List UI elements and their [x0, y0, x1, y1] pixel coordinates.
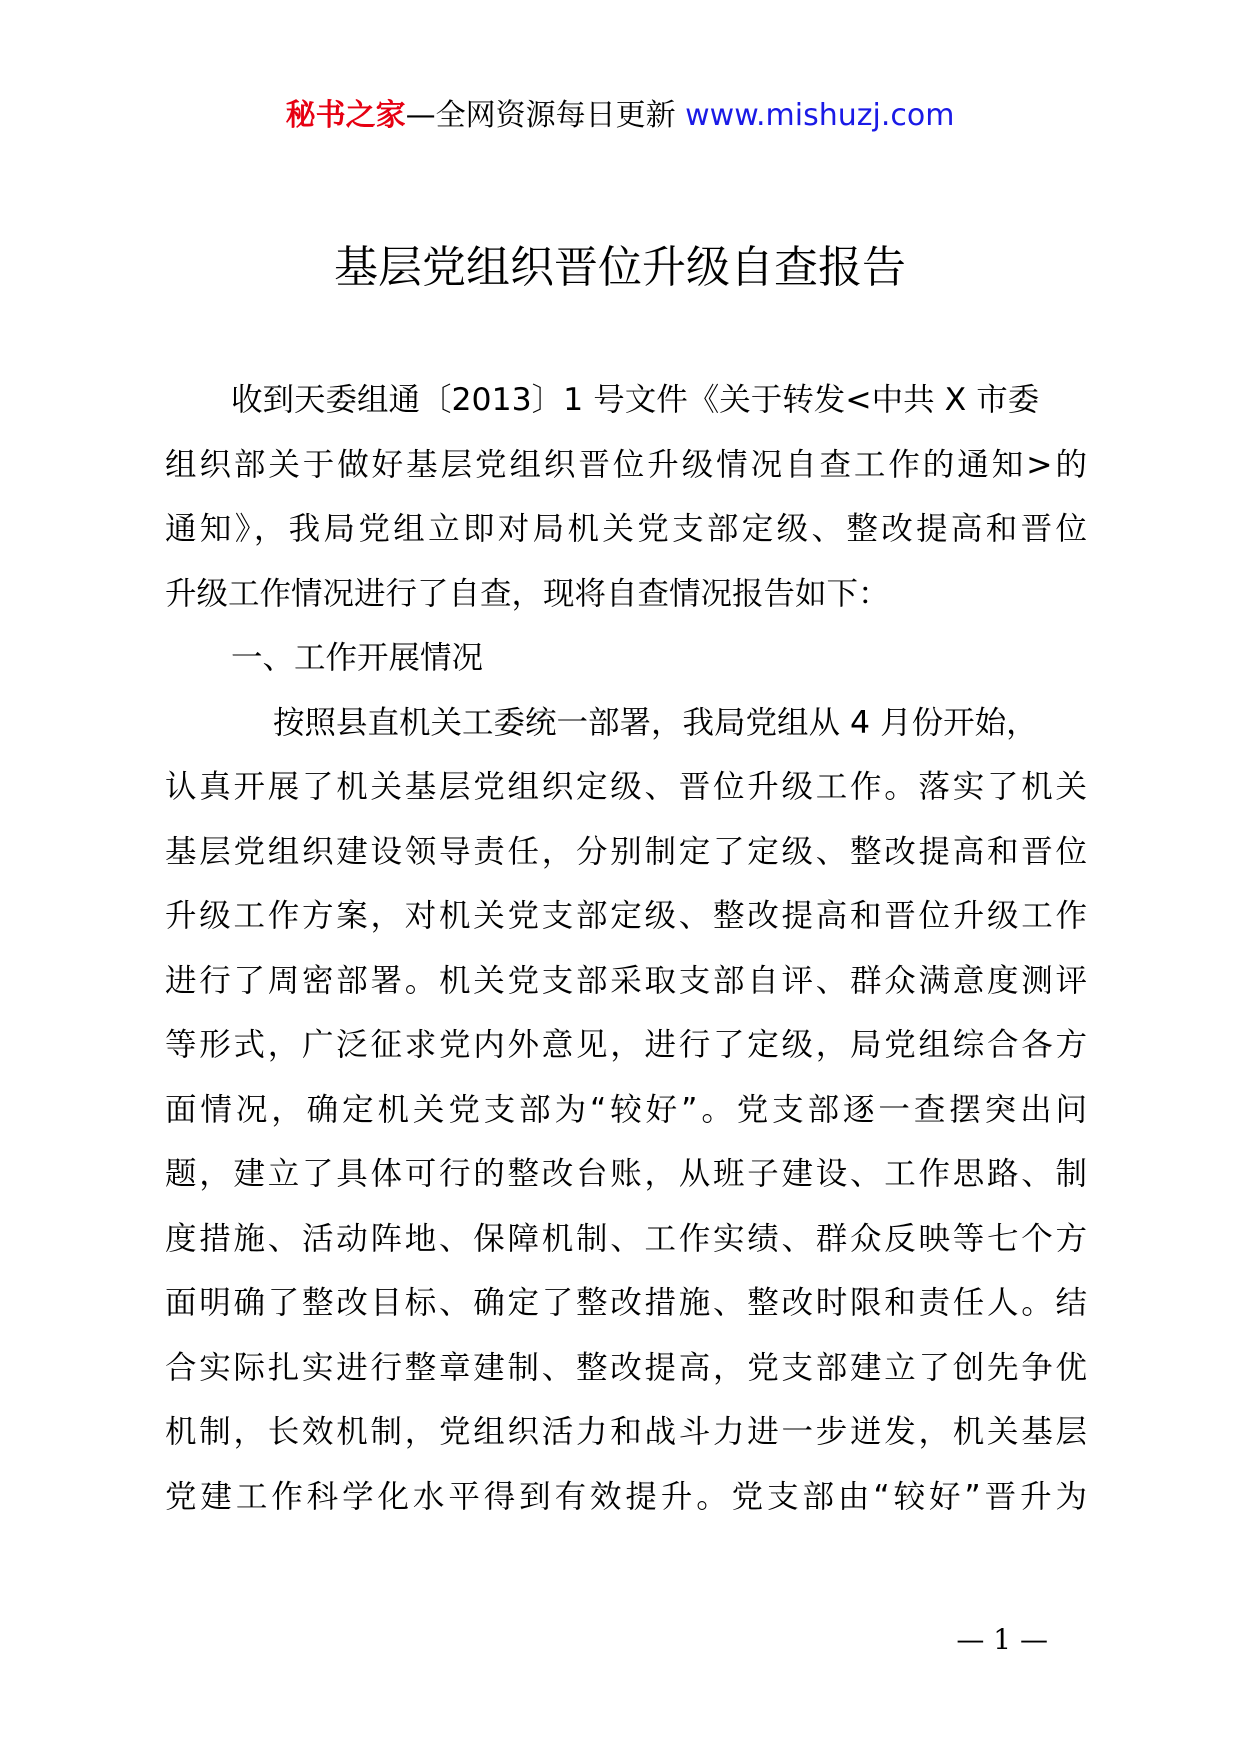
paragraph-line: 进行了周密部署。机关党支部采取支部自评、群众满意度测评 [165, 962, 1087, 999]
paragraph-line: 题，建立了具体可行的整改台账，从班子建设、工作思路、制 [165, 1156, 1087, 1192]
paragraph-line: 认真开展了机关基层党组织定级、晋位升级工作。落实了机关 [165, 769, 1087, 805]
header-url-link[interactable]: www.mishuzj.com [685, 98, 955, 133]
paragraph-line: 通知》，我局党组立即对局机关党支部定级、整改提高和晋位 [165, 511, 1087, 547]
section-heading: 一、工作开展情况 [231, 640, 484, 676]
paragraph-line: 度措施、活动阵地、保障机制、工作实绩、群众反映等七个方 [165, 1220, 1087, 1257]
paragraph-line: 按照县直机关工委统一部署，我局党组从 4 月份开始， [273, 704, 1038, 741]
paragraph-line: 面情况，确定机关党支部为“较好”。党支部逐一查摆突出问 [165, 1091, 1087, 1128]
document-body [165, 368, 1087, 1529]
brand-name: 秘书之家 [285, 98, 406, 133]
paragraph-line: 收到天委组通〔2013〕1 号文件《关于转发<中共 X 市委 [231, 382, 1040, 418]
site-header [0, 96, 1240, 136]
page-number [0, 1620, 1240, 1660]
page-number-text: — 1 — [956, 1623, 1048, 1656]
header-slogan: —全网资源每日更新 [405, 98, 676, 133]
paragraph-line: 升级工作方案，对机关党支部定级、整改提高和晋位升级工作 [165, 898, 1087, 934]
paragraph-line: 党建工作科学化水平得到有效提升。党支部由“较好”晋升为 [165, 1478, 1087, 1515]
paragraph-line: 面明确了整改目标、确定了整改措施、整改时限和责任人。结 [165, 1285, 1087, 1321]
paragraph-line: 升级工作情况进行了自查，现将自查情况报告如下： [165, 575, 890, 612]
paragraph-line: 基层党组织建设领导责任，分别制定了定级、整改提高和晋位 [165, 833, 1087, 870]
paragraph-line: 等形式，广泛征求党内外意见，进行了定级，局党组综合各方 [165, 1027, 1087, 1063]
paragraph-line: 组织部关于做好基层党组织晋位升级情况自查工作的通知>的 [165, 446, 1087, 483]
document-title: 基层党组织晋位升级自查报告 [334, 242, 906, 293]
paragraph-line: 机制，长效机制，党组织活力和战斗力进一步迸发，机关基层 [165, 1414, 1087, 1450]
paragraph-line: 合实际扎实进行整章建制、整改提高，党支部建立了创先争优 [165, 1349, 1087, 1386]
